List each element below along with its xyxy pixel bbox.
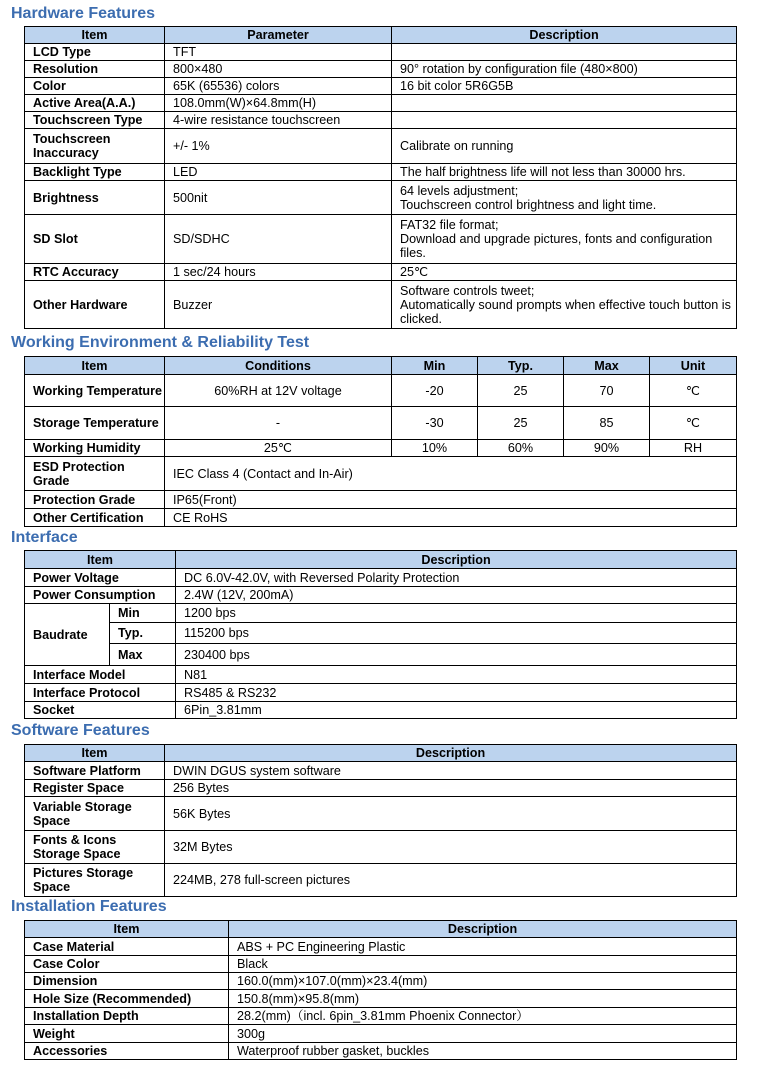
table-row (25, 440, 737, 457)
item-cell: SD Slot (25, 215, 165, 264)
column-header: Description (176, 551, 737, 569)
column-header: Item (25, 27, 165, 44)
column-header: Unit (650, 357, 737, 375)
table-row (25, 780, 737, 797)
table-row (25, 797, 737, 831)
column-header: Parameter (165, 27, 392, 44)
item-cell: RTC Accuracy (25, 264, 165, 281)
table-row (25, 129, 737, 164)
item-cell: Storage Temperature (25, 407, 165, 440)
item-cell: Pictures Storage Space (25, 864, 165, 897)
description-cell: 150.8(mm)×95.8(mm) (229, 990, 737, 1008)
table-row (25, 457, 737, 491)
baudrate-typ-label: Typ. (110, 623, 176, 644)
description-cell: IEC Class 4 (Contact and In-Air) (165, 457, 737, 491)
table-row (25, 215, 737, 264)
table-row (25, 112, 737, 129)
item-cell: Case Color (25, 956, 229, 973)
description-cell: Waterproof rubber gasket, buckles (229, 1043, 737, 1060)
parameter-cell: 4-wire resistance touchscreen (165, 112, 392, 129)
item-cell: Touchscreen Type (25, 112, 165, 129)
table-row (25, 666, 737, 684)
typ-cell: 60% (478, 440, 564, 457)
table-row (25, 509, 737, 527)
table-row (25, 623, 737, 644)
typ-cell: 25 (478, 407, 564, 440)
parameter-cell: 108.0mm(W)×64.8mm(H) (165, 95, 392, 112)
table-row (25, 702, 737, 719)
column-header: Item (25, 357, 165, 375)
parameter-cell: 1 sec/24 hours (165, 264, 392, 281)
column-header: Max (564, 357, 650, 375)
item-cell: Power Voltage (25, 569, 176, 587)
description-cell: Calibrate on running (392, 129, 737, 164)
baudrate-label: Baudrate (25, 604, 110, 666)
parameter-cell: TFT (165, 44, 392, 61)
unit-cell: ℃ (650, 375, 737, 407)
item-cell: LCD Type (25, 44, 165, 61)
table-row (25, 831, 737, 864)
table-row (25, 956, 737, 973)
column-header: Description (165, 745, 737, 762)
baudrate-min-label: Min (110, 604, 176, 623)
item-cell: Active Area(A.A.) (25, 95, 165, 112)
parameter-cell: LED (165, 164, 392, 181)
description-cell: 64 levels adjustment; Touchscreen control brightness and light time. (392, 181, 737, 215)
table-row (25, 1025, 737, 1043)
parameter-cell: Buzzer (165, 281, 392, 329)
item-cell: Working Humidity (25, 440, 165, 457)
min-cell: -20 (392, 375, 478, 407)
description-cell: 6Pin_3.81mm (176, 702, 737, 719)
table-row (25, 164, 737, 181)
item-cell: Working Temperature (25, 375, 165, 407)
conditions-cell: 60%RH at 12V voltage (165, 375, 392, 407)
description-cell (392, 95, 737, 112)
unit-cell: RH (650, 440, 737, 457)
hardware-section-title: Hardware Features (11, 5, 156, 22)
conditions-cell: - (165, 407, 392, 440)
interface-section-title: Interface (11, 529, 78, 546)
software-table (24, 744, 737, 897)
description-cell: 90° rotation by configuration file (480×800) (392, 61, 737, 78)
item-cell: Other Certification (25, 509, 165, 527)
column-header: Description (392, 27, 737, 44)
parameter-cell: 65K (65536) colors (165, 78, 392, 95)
table-row (25, 264, 737, 281)
description-cell: 300g (229, 1025, 737, 1043)
table-row (25, 95, 737, 112)
column-header: Typ. (478, 357, 564, 375)
table-row (25, 281, 737, 329)
description-cell: 2.4W (12V, 200mA) (176, 587, 737, 604)
description-cell: DWIN DGUS system software (165, 762, 737, 780)
column-header: Description (229, 921, 737, 938)
description-cell: IP65(Front) (165, 491, 737, 509)
max-cell: 90% (564, 440, 650, 457)
software-section-title: Software Features (11, 722, 150, 739)
item-cell: Case Material (25, 938, 229, 956)
min-cell: -30 (392, 407, 478, 440)
description-cell: 224MB, 278 full-screen pictures (165, 864, 737, 897)
baudrate-max-label: Max (110, 644, 176, 666)
max-cell: 85 (564, 407, 650, 440)
table-row (25, 990, 737, 1008)
table-row (25, 407, 737, 440)
column-header: Conditions (165, 357, 392, 375)
table-row (25, 1043, 737, 1060)
item-cell: Variable Storage Space (25, 797, 165, 831)
item-cell: Backlight Type (25, 164, 165, 181)
installation-section-title: Installation Features (11, 898, 167, 915)
typ-cell: 25 (478, 375, 564, 407)
description-cell: 25℃ (392, 264, 737, 281)
description-cell: 28.2(mm)（incl. 6pin_3.81mm Phoenix Connector） (229, 1008, 737, 1025)
column-header: Item (25, 745, 165, 762)
item-cell: Color (25, 78, 165, 95)
item-cell: Interface Model (25, 666, 176, 684)
item-cell: Software Platform (25, 762, 165, 780)
table-row (25, 644, 737, 666)
parameter-cell: 800×480 (165, 61, 392, 78)
table-row (25, 587, 737, 604)
description-cell: Black (229, 956, 737, 973)
item-cell: Protection Grade (25, 491, 165, 509)
table-row (25, 569, 737, 587)
item-cell: Interface Protocol (25, 684, 176, 702)
item-cell: Accessories (25, 1043, 229, 1060)
table-row (25, 762, 737, 780)
item-cell: Brightness (25, 181, 165, 215)
description-cell: ABS + PC Engineering Plastic (229, 938, 737, 956)
installation-table (24, 920, 737, 1060)
item-cell: Socket (25, 702, 176, 719)
description-cell: Software controls tweet; Automatically sound prompts when effective touch button is clicked. (392, 281, 737, 329)
table-row (25, 864, 737, 897)
description-cell: FAT32 file format; Download and upgrade pictures, fonts and configuration files. (392, 215, 737, 264)
table-row (25, 973, 737, 990)
environment-section-title: Working Environment & Reliability Test (11, 334, 310, 351)
item-cell: Register Space (25, 780, 165, 797)
description-cell: 32M Bytes (165, 831, 737, 864)
parameter-cell: 500nit (165, 181, 392, 215)
item-cell: Other Hardware (25, 281, 165, 329)
description-cell: 256 Bytes (165, 780, 737, 797)
environment-table (24, 356, 737, 527)
description-cell (392, 44, 737, 61)
parameter-cell: SD/SDHC (165, 215, 392, 264)
column-header: Min (392, 357, 478, 375)
description-cell: CE RoHS (165, 509, 737, 527)
table-row (25, 61, 737, 78)
description-cell: 1200 bps (176, 604, 737, 623)
item-cell: Resolution (25, 61, 165, 78)
table-row (25, 684, 737, 702)
item-cell: ESD Protection Grade (25, 457, 165, 491)
description-cell: 160.0(mm)×107.0(mm)×23.4(mm) (229, 973, 737, 990)
min-cell: 10% (392, 440, 478, 457)
table-row (25, 491, 737, 509)
item-cell: Touchscreen Inaccuracy (25, 129, 165, 164)
description-cell: 16 bit color 5R6G5B (392, 78, 737, 95)
description-cell: 115200 bps (176, 623, 737, 644)
table-row (25, 44, 737, 61)
description-cell: The half brightness life will not less than 30000 hrs. (392, 164, 737, 181)
description-cell: 56K Bytes (165, 797, 737, 831)
description-cell (392, 112, 737, 129)
table-row (25, 604, 737, 623)
item-cell: Dimension (25, 973, 229, 990)
item-cell: Installation Depth (25, 1008, 229, 1025)
table-row (25, 375, 737, 407)
item-cell: Hole Size (Recommended) (25, 990, 229, 1008)
description-cell: DC 6.0V-42.0V, with Reversed Polarity Protection (176, 569, 737, 587)
description-cell: 230400 bps (176, 644, 737, 666)
hardware-table (24, 26, 737, 329)
interface-table (24, 550, 737, 719)
item-cell: Power Consumption (25, 587, 176, 604)
max-cell: 70 (564, 375, 650, 407)
description-cell: RS485 & RS232 (176, 684, 737, 702)
description-cell: N81 (176, 666, 737, 684)
table-row (25, 181, 737, 215)
table-row (25, 938, 737, 956)
unit-cell: ℃ (650, 407, 737, 440)
conditions-cell: 25℃ (165, 440, 392, 457)
table-row (25, 1008, 737, 1025)
column-header: Item (25, 551, 176, 569)
column-header: Item (25, 921, 229, 938)
item-cell: Weight (25, 1025, 229, 1043)
item-cell: Fonts & Icons Storage Space (25, 831, 165, 864)
table-row (25, 78, 737, 95)
parameter-cell: +/- 1% (165, 129, 392, 164)
